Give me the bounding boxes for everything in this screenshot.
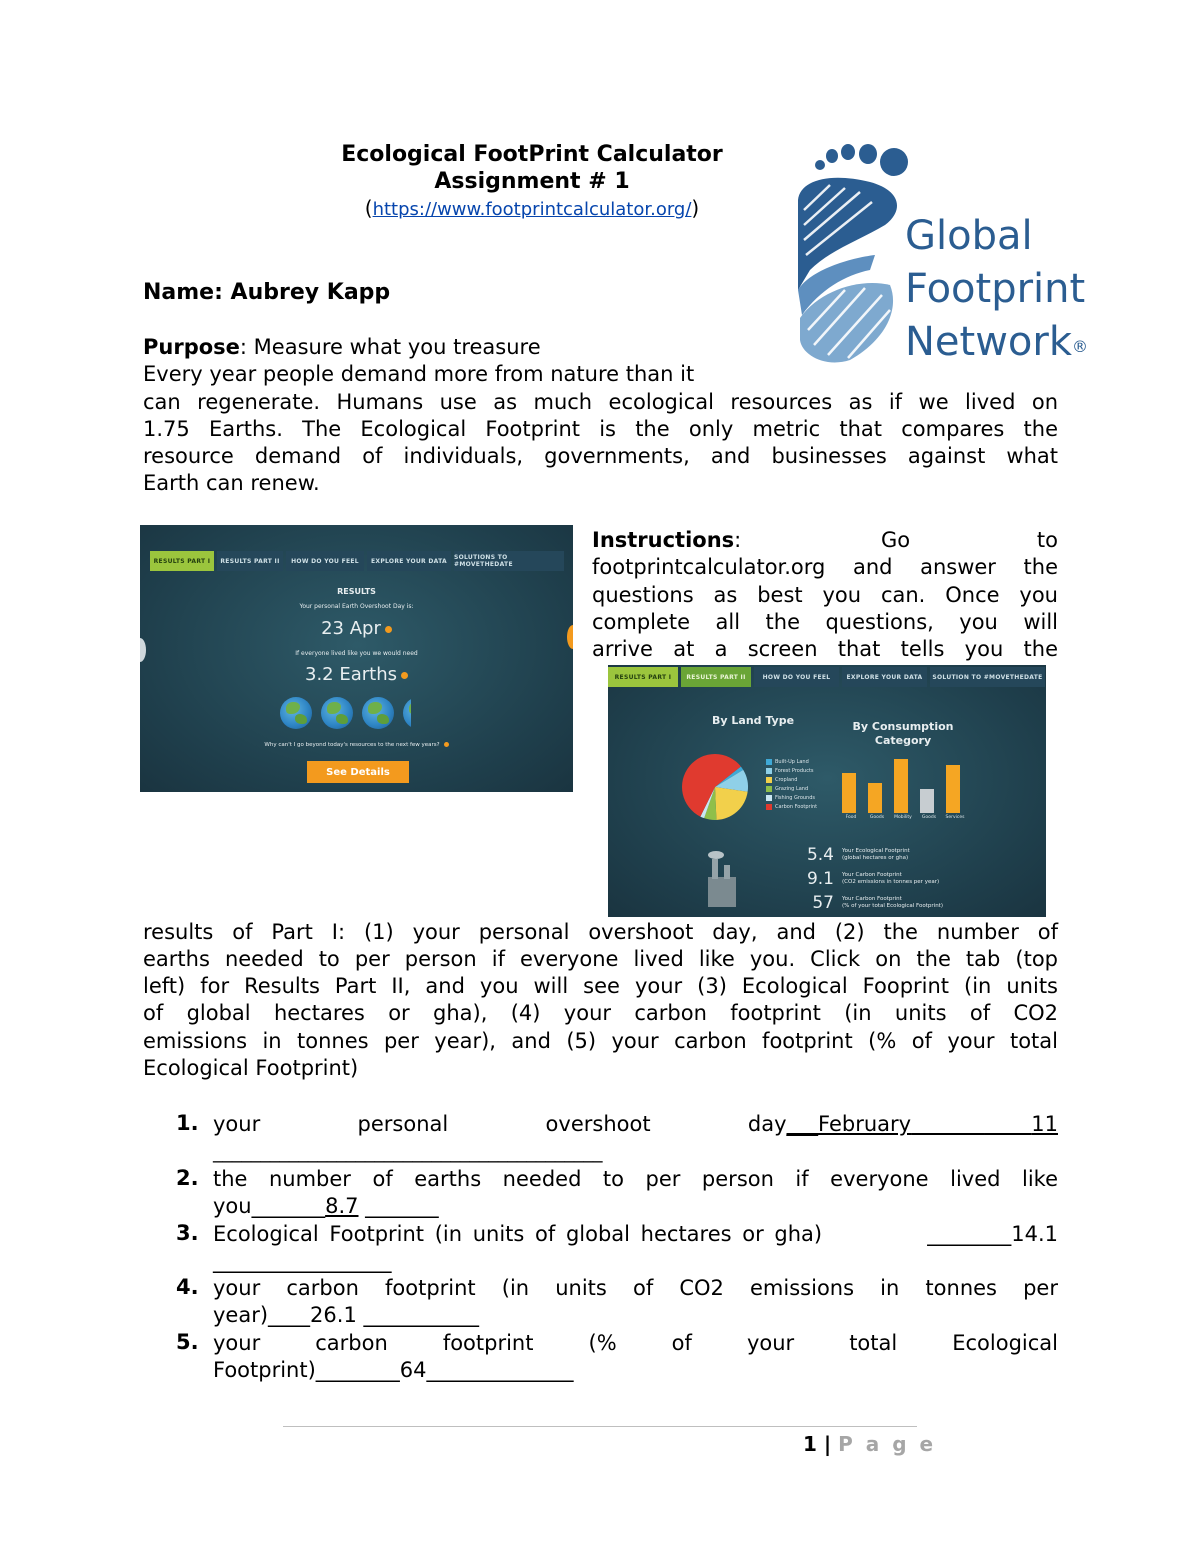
stat-row <box>796 867 1036 891</box>
stat-label: Your Ecological Footprint (global hectares or gha) <box>842 848 910 861</box>
answer-3-value: 14.1 <box>1011 1222 1058 1246</box>
legend-item <box>766 793 817 802</box>
bar-label: Goods <box>869 815 885 820</box>
shot1-earths-caption: If everyone lived like you we would need <box>295 650 418 657</box>
page-footer <box>803 1432 936 1456</box>
shot1-overshoot-caption: Your personal Earth Overshoot Day is: <box>299 603 414 610</box>
bar-label: Mobility <box>894 815 912 820</box>
answer-2: the number of earths needed to per person if everyone lived like you_______8.7 _______ <box>213 1167 1058 1218</box>
answer-1-trail: _________________________________________ <box>213 1141 603 1163</box>
stat-value: 9.1 <box>806 869 834 889</box>
see-details-button: See Details <box>307 761 409 783</box>
answer-1-value-day: 11 <box>1031 1112 1058 1136</box>
shot2-tab-how-do-you-feel: HOW DO YOU FEEL <box>754 667 839 687</box>
answer-3-number: 3. <box>176 1221 199 1245</box>
stat-row <box>796 891 1036 915</box>
assignment-number: Assignment # 1 <box>434 169 630 194</box>
shot1-tab-results-part2: RESULTS PART II <box>217 551 283 571</box>
pie-title: By Land Type <box>712 714 795 727</box>
legend-label: Cropland <box>775 776 798 783</box>
bar-label: Goods <box>921 815 937 820</box>
stat-label: Your Carbon Footprint (% of your total Ecological Footprint) <box>842 896 943 909</box>
answer-4-number: 4. <box>176 1275 199 1299</box>
purpose-line-3: can regenerate. Humans use as much ecological resources as if we lived on <box>143 390 1058 414</box>
legend-swatch <box>766 777 772 783</box>
pie-slice-cropland <box>715 787 748 820</box>
bar-mobility <box>894 759 908 813</box>
results-part1-screenshot <box>140 525 573 792</box>
legend-item <box>766 775 817 784</box>
legend-item <box>766 757 817 766</box>
bar-title: By Consumption Category <box>852 720 954 747</box>
pie-legend <box>766 757 817 811</box>
link-open-paren: ( <box>364 196 373 220</box>
document-title: Ecological FootPrint Calculator <box>341 142 723 167</box>
shot2-tab-results-part2: RESULTS PART II <box>681 667 751 687</box>
page-separator: | <box>823 1432 832 1456</box>
logo-line-footprint: Footprint <box>905 266 1086 312</box>
student-name: Name: Aubrey Kapp <box>143 280 391 305</box>
legend-label: Forest Products <box>775 767 814 774</box>
bar-label: Food <box>845 815 857 820</box>
page-number: 1 <box>803 1432 817 1456</box>
word-go: Go <box>881 528 911 552</box>
shot2-tab-solution: SOLUTION TO #MOVETHEDATE <box>930 667 1045 687</box>
footprint-stats <box>796 843 1036 915</box>
logo-line-network: Network® <box>905 319 1089 365</box>
shot1-tab-explore-data: EXPLORE YOUR DATA <box>367 551 451 571</box>
calculator-link[interactable]: https://www.footprintcalculator.org/ <box>372 199 692 220</box>
legend-swatch <box>766 795 772 801</box>
answer-4: your carbon footprint (in units of CO2 emissions in tonnes per year)____26.1 ___________ <box>213 1276 1058 1327</box>
shot2-tab-results-part1: RESULTS PART I <box>608 667 678 687</box>
answer-2-value: 8.7 <box>325 1194 359 1218</box>
instructions-cont-1: results of Part I: (1) your personal overshoot day, and (2) the number of <box>143 920 1058 944</box>
instructions-line-2: footprintcalculator.org and answer the <box>592 555 1058 579</box>
logo-wordmark <box>905 210 1088 369</box>
instructions-cont-5: emissions in tonnes per year), and (5) your carbon footprint (% of your total <box>143 1029 1058 1053</box>
bar-services <box>946 765 960 813</box>
link-close-paren: ) <box>691 196 700 220</box>
legend-label: Carbon Footprint <box>775 803 818 810</box>
purpose-line-4: 1.75 Earths. The Ecological Footprint is the only metric that compares the <box>143 417 1058 441</box>
shot1-heading: RESULTS <box>337 587 376 596</box>
answer-5-number: 5. <box>176 1330 199 1354</box>
purpose-line-6: Earth can renew. <box>143 471 320 495</box>
shot1-tab-results-part1: RESULTS PART I <box>150 551 214 571</box>
stat-value: 57 <box>812 893 834 913</box>
answer-1-value: February <box>818 1112 912 1136</box>
answer-1-number: 1. <box>176 1111 199 1135</box>
instructions-line-3: questions as best you can. Once you <box>592 583 1058 607</box>
answer-5-value: 64 <box>399 1358 427 1382</box>
bar-label: Services <box>945 815 965 820</box>
instructions-cont-3: left) for Results Part II, and you will see your (3) Ecological Fooprint (in units <box>143 974 1058 998</box>
instructions-label: Instructions <box>592 528 735 552</box>
legend-swatch <box>766 786 772 792</box>
answer-5: your carbon footprint (% of your total Ecological Footprint)________64______________ <box>213 1331 1058 1382</box>
instructions-line-5: arrive at a screen that tells you the <box>592 637 1058 661</box>
instructions-cont-6: Ecological Footprint) <box>143 1056 359 1080</box>
legend-label: Grazing Land <box>775 785 809 792</box>
purpose-line <box>143 334 541 361</box>
purpose-line-2: Every year people demand more from nature than it <box>143 362 695 386</box>
instructions-line-4: complete all the questions, you will <box>592 610 1058 634</box>
instructions-cont-4: of global hectares or gha), (4) your carbon footprint (in units of CO2 <box>143 1001 1058 1025</box>
shot1-earths-value: 3.2 Earths <box>140 664 573 685</box>
stat-row <box>796 843 1036 867</box>
footer-divider <box>283 1426 917 1427</box>
factory-icon <box>704 847 740 909</box>
legend-swatch <box>766 759 772 765</box>
results-part2-screenshot <box>608 665 1046 917</box>
legend-item <box>766 802 817 811</box>
bar-housing <box>868 783 882 813</box>
shot1-tab-how-do-you-feel: HOW DO YOU FEEL <box>286 551 364 571</box>
shot1-overshoot-value: 23 Apr <box>140 618 573 639</box>
legend-item <box>766 766 817 775</box>
word-to: to <box>1036 528 1058 552</box>
footprint-logo-icon <box>790 140 910 370</box>
next-arrow-icon <box>567 625 573 649</box>
instructions-line-1: Instructions: Go to <box>592 528 1058 552</box>
purpose-line-5: resource demand of individuals, governments, and businesses against what <box>143 444 1058 468</box>
earth-icon <box>321 697 353 729</box>
answer-3: Ecological Footprint (in units of global hectares or gha) ________14.1 _________________ <box>213 1222 1058 1273</box>
stat-value: 5.4 <box>806 845 834 865</box>
answer-1: your personal overshoot day___February 11 _________________________________________ <box>213 1111 1058 1166</box>
stat-label: Your Carbon Footprint (CO2 emissions in tonnes per year) <box>842 872 940 885</box>
purpose-label: Purpose <box>143 335 240 359</box>
answer-4-value: 26.1 <box>310 1303 357 1327</box>
legend-swatch <box>766 804 772 810</box>
earth-icon <box>362 697 394 729</box>
shot2-tab-explore-data: EXPLORE YOUR DATA <box>842 667 927 687</box>
legend-label: Fishing Grounds <box>775 794 815 801</box>
legend-item <box>766 784 817 793</box>
instructions-cont-2: earths needed to per person if everyone lived like you. Click on the tab (top <box>143 947 1058 971</box>
purpose-text: : Measure what you treasure <box>239 335 541 359</box>
shot1-tab-solutions: SOLUTIONS TO #MOVETHEDATE <box>454 551 564 571</box>
bar-food <box>842 773 856 813</box>
answer-2-number: 2. <box>176 1166 199 1190</box>
land-type-pie-chart <box>680 752 750 822</box>
legend-swatch <box>766 768 772 774</box>
shot1-question: Why can't I go beyond today's resources to the next few years? <box>140 742 573 748</box>
page-word: P a g e <box>838 1432 937 1456</box>
earth-icon <box>280 697 312 729</box>
prev-arrow-icon <box>140 638 146 662</box>
partial-earth-icon <box>403 697 411 729</box>
legend-label: Built-Up Land <box>775 758 809 765</box>
bar-goods <box>920 789 934 813</box>
registered-mark: ® <box>1072 337 1089 356</box>
logo-line-global: Global <box>905 213 1033 259</box>
consumption-bar-chart <box>836 753 966 823</box>
